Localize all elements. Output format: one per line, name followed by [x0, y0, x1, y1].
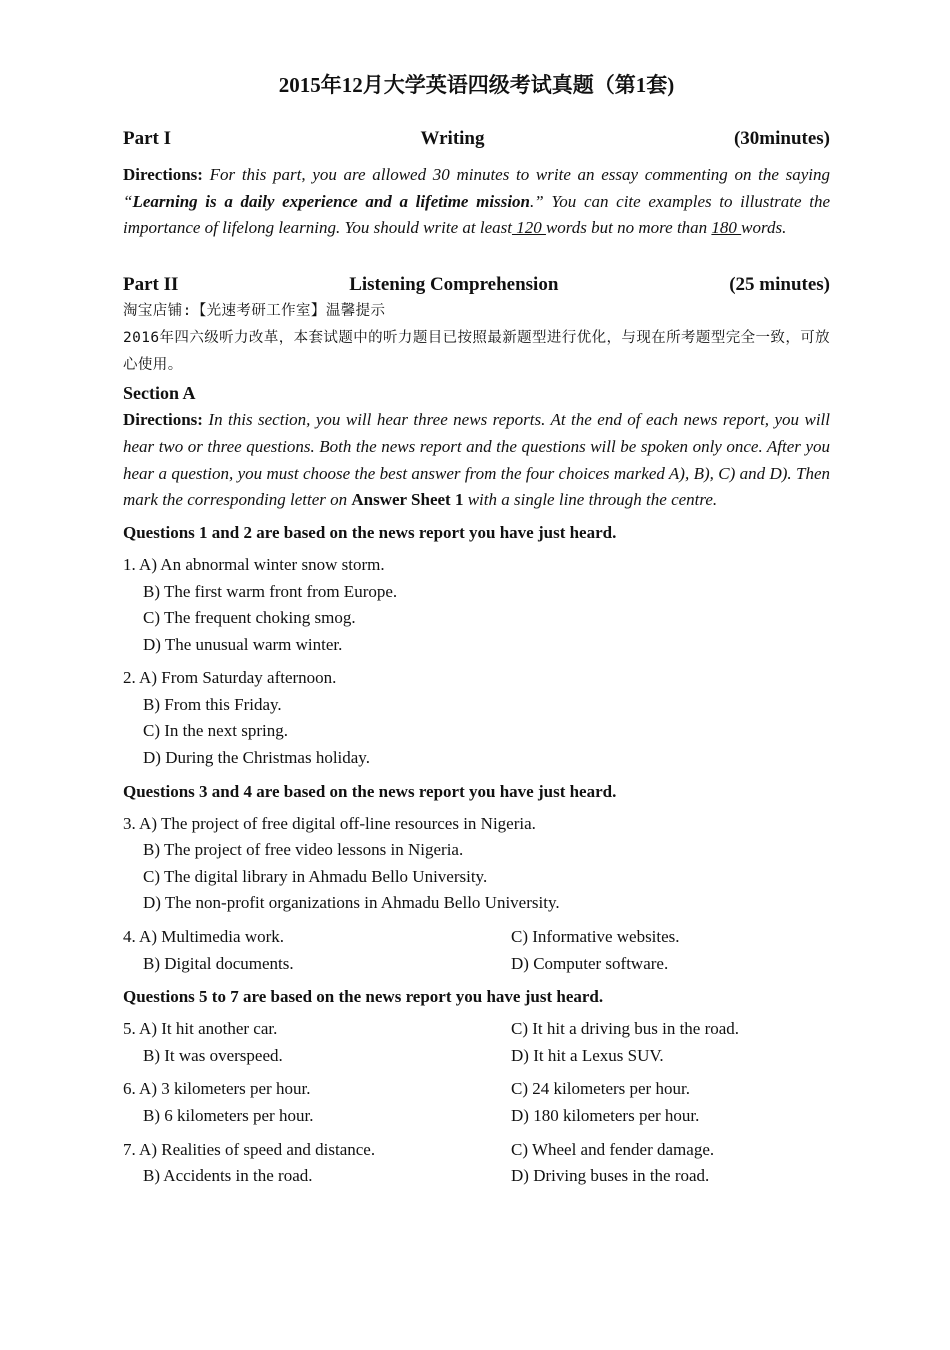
shop-notice-title: 淘宝店铺:【光速考研工作室】温馨提示 — [123, 303, 386, 320]
page-title: 2015年12月大学英语四级考试真题（第1套) — [278, 73, 675, 97]
exam-page — [123, 70, 830, 1197]
part2-time: (25 minutes) — [729, 274, 830, 296]
directions-text: In this section, you will hear three news reports. At the end of each news report, you will hear two or three questions. Both the news report and the questions will be spoken only once. After you hear a question, you must choose the best answer from the four choices marked A), B), C) and D). Then mark the corresponding letter on — [123, 410, 830, 510]
question-1 — [123, 552, 830, 658]
option: D) Computer software. — [511, 953, 669, 973]
question-4 — [123, 924, 830, 977]
option: D) It hit a Lexus SUV. — [511, 1045, 664, 1065]
question-5 — [123, 1016, 830, 1069]
option: B) It was overspeed. — [143, 1045, 283, 1065]
option: C) The frequent choking smog. — [143, 608, 356, 628]
directions-text: .” You can cite examples to illustrate the importance of lifelong learning. You should write at least — [123, 191, 830, 238]
part1-time: (30minutes) — [733, 128, 830, 149]
directions-text: For this part, you are allowed 30 minutes to write an essay commenting on the saying “ — [123, 165, 830, 211]
directions-text: words but no more than — [545, 218, 712, 238]
question-6 — [123, 1076, 830, 1129]
question-group-heading: Questions 3 and 4 are based on the news report you have just heard. — [123, 781, 617, 801]
option: 7. A) Realities of speed and distance. — [123, 1139, 376, 1159]
option: B) The first warm front from Europe. — [143, 581, 398, 601]
option: D) 180 kilometers per hour. — [511, 1106, 700, 1126]
essay-quote: Learning is a daily experience and a lifetime mission — [132, 191, 531, 211]
answer-sheet-ref: Answer Sheet 1 — [351, 490, 464, 510]
option: 6. A) 3 kilometers per hour. — [123, 1079, 311, 1099]
shop-notice-text: 2016年四六级听力改革，本套试题中的听力题目已按照最新题型进行优化，与现在所考题型完全一致，可放心使用。 — [123, 330, 831, 374]
option: B) Accidents in the road. — [143, 1166, 313, 1186]
option: C) In the next spring. — [143, 721, 288, 741]
directions-label: Directions: — [123, 410, 203, 430]
part2-name: Listening Comprehension — [349, 274, 559, 296]
option: C) Informative websites. — [511, 927, 680, 947]
section-a-heading: Section A — [123, 383, 196, 404]
directions-text: words. — [741, 218, 787, 238]
part1-label: Part I — [123, 128, 172, 149]
part1-header — [123, 126, 830, 152]
option: D) During the Christmas holiday. — [143, 748, 370, 768]
question-7 — [123, 1137, 830, 1190]
part2-label: Part II — [123, 274, 179, 296]
question-2 — [123, 665, 830, 771]
part2-directions — [123, 407, 830, 514]
option: B) Digital documents. — [143, 953, 294, 973]
option: C) 24 kilometers per hour. — [511, 1079, 690, 1099]
option: B) From this Friday. — [143, 694, 282, 714]
part2-header — [123, 272, 830, 298]
option: D) Driving buses in the road. — [511, 1166, 710, 1186]
part1-directions — [123, 162, 830, 242]
option: B) 6 kilometers per hour. — [143, 1106, 314, 1126]
option: 5. A) It hit another car. — [123, 1019, 278, 1039]
option: 4. A) Multimedia work. — [123, 927, 285, 947]
max-words: 180 — [711, 218, 742, 238]
question-3 — [123, 811, 830, 917]
min-words: 120 — [511, 218, 546, 238]
question-group-heading: Questions 5 to 7 are based on the news report you have just heard. — [123, 987, 604, 1007]
option: 3. A) The project of free digital off-line resources in Nigeria. — [123, 813, 536, 833]
directions-label: Directions: — [123, 165, 203, 184]
directions-text: with a single line through the centre. — [463, 490, 718, 510]
part1-name: Writing — [420, 128, 485, 149]
question-group-heading: Questions 1 and 2 are based on the news report you have just heard. — [123, 522, 617, 542]
option: D) The unusual warm winter. — [143, 634, 343, 654]
option: D) The non-profit organizations in Ahmadu Bello University. — [143, 893, 560, 913]
option: B) The project of free video lessons in Nigeria. — [143, 840, 464, 860]
option: C) It hit a driving bus in the road. — [511, 1019, 740, 1039]
option: C) The digital library in Ahmadu Bello University. — [143, 866, 488, 886]
option: 2. A) From Saturday afternoon. — [123, 668, 337, 688]
option: C) Wheel and fender damage. — [511, 1139, 715, 1159]
option: 1. A) An abnormal winter snow storm. — [123, 554, 385, 574]
